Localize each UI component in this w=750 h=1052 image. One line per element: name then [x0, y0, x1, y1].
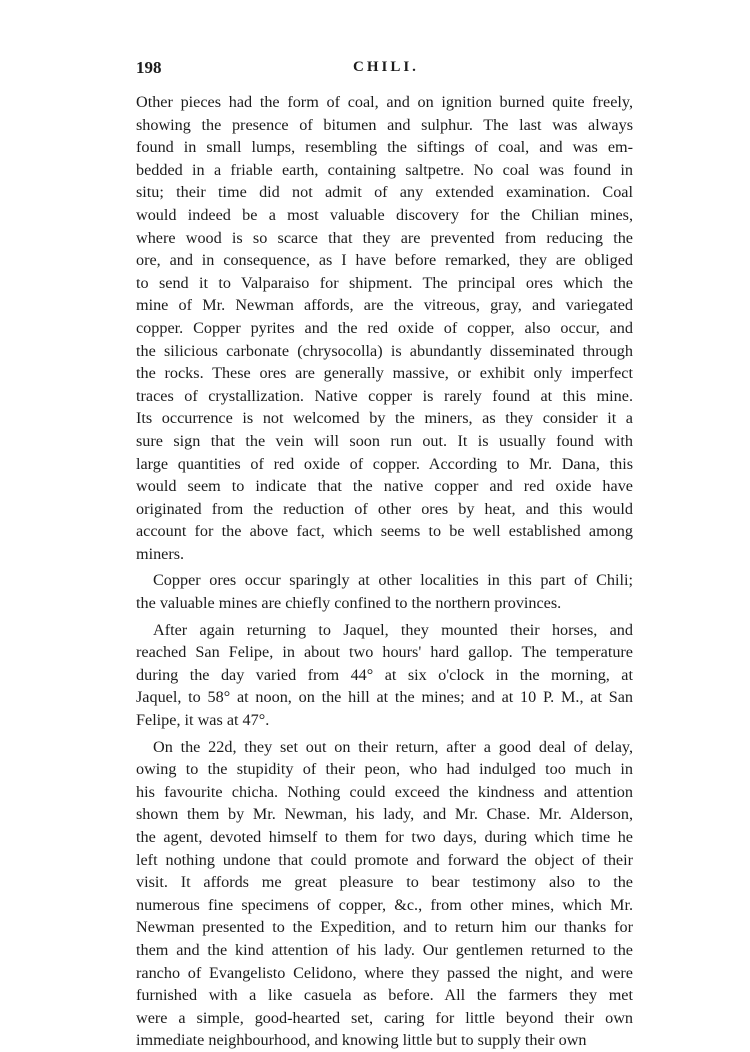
- paragraph: [136, 619, 633, 732]
- text-line: originated from the reduction of other ores by heat, and this would: [136, 499, 633, 518]
- text-line: large quantities of red oxide of copper. According to Mr. Dana, this: [136, 454, 633, 473]
- text-line: to send it to Valparaiso for shipment. The principal ores which the: [136, 273, 633, 292]
- book-page: [136, 58, 633, 1052]
- text-line: would indeed be a most valuable discovery for the Chilian mines,: [136, 205, 633, 224]
- paragraph: [136, 569, 633, 614]
- text-line: immediate neighbourhood, and knowing little but to supply their own: [136, 1031, 587, 1050]
- text-line: On the 22d, they set out on their return, after a good deal of delay,: [153, 737, 633, 756]
- text-line: the silicious carbonate (chrysocolla) is abundantly disseminated through: [136, 341, 633, 360]
- text-line: reached San Felipe, in about two hours' hard gallop. The temperature: [136, 643, 633, 662]
- text-line: the rocks. These ores are generally massive, or exhibit only imperfect: [136, 364, 633, 383]
- running-title: CHILI.: [353, 59, 419, 75]
- text-line: showing the presence of bitumen and sulphur. The last was always: [136, 115, 633, 134]
- text-line: left nothing undone that could promote and forward the object of their: [136, 850, 633, 869]
- running-head: [136, 58, 633, 84]
- text-line: situ; their time did not admit of any extended examination. Coal: [136, 183, 633, 202]
- text-line: mine of Mr. Newman affords, are the vitreous, gray, and variegated: [136, 296, 633, 315]
- text-line: furnished with a like casuela as before. All the farmers they met: [136, 986, 633, 1005]
- text-line: ore, and in consequence, as I have before remarked, they are obliged: [136, 251, 633, 270]
- text-line: Jaquel, to 58° at noon, on the hill at the mines; and at 10 P. M., at San: [136, 688, 633, 707]
- text-line: shown them by Mr. Newman, his lady, and Mr. Chase. Mr. Alderson,: [136, 805, 633, 824]
- body-text: [136, 91, 633, 1052]
- text-line: visit. It affords me great pleasure to bear testimony also to the: [136, 873, 633, 892]
- text-line: copper. Copper pyrites and the red oxide of copper, also occur, and: [136, 318, 633, 337]
- text-line: would seem to indicate that the native copper and red oxide have: [136, 477, 633, 496]
- text-line: account for the above fact, which seems to be well established among: [136, 522, 633, 541]
- text-line: during the day varied from 44° at six o'clock in the morning, at: [136, 665, 633, 684]
- text-line: miners.: [136, 544, 185, 563]
- paragraph: [136, 91, 633, 565]
- text-line: rancho of Evangelisto Celidono, where they passed the night, and were: [136, 963, 633, 982]
- text-line: found in small lumps, resembling the siftings of coal, and was em-: [136, 138, 633, 157]
- text-line: traces of crystallization. Native copper is rarely found at this mine.: [136, 386, 633, 405]
- page-number: 198: [136, 58, 162, 77]
- text-line: numerous fine specimens of copper, &c., from other mines, which Mr.: [136, 895, 633, 914]
- text-line: bedded in a friable earth, containing saltpetre. No coal was found in: [136, 160, 633, 179]
- text-line: After again returning to Jaquel, they mounted their horses, and: [153, 620, 633, 639]
- text-line: owing to the stupidity of their peon, who had indulged too much in: [136, 760, 633, 779]
- text-line: where wood is so scarce that they are prevented from reducing the: [136, 228, 633, 247]
- text-line: Felipe, it was at 47°.: [136, 711, 270, 730]
- text-line: Its occurrence is not welcomed by the miners, as they consider it a: [136, 409, 633, 428]
- text-line: were a simple, good-hearted set, caring for little beyond their own: [136, 1008, 633, 1027]
- text-line: his favourite chicha. Nothing could exceed the kindness and attention: [136, 782, 633, 801]
- text-line: them and the kind attention of his lady. Our gentlemen returned to the: [136, 940, 633, 959]
- paragraph: [136, 736, 633, 1052]
- text-line: Other pieces had the form of coal, and on ignition burned quite freely,: [136, 93, 633, 111]
- text-line: Newman presented to the Expedition, and to return him our thanks for: [136, 918, 633, 937]
- text-line: sure sign that the vein will soon run out. It is usually found with: [136, 431, 633, 450]
- text-line: the valuable mines are chiefly confined to the northern provinces.: [136, 594, 562, 613]
- text-line: Copper ores occur sparingly at other localities in this part of Chili;: [153, 571, 633, 590]
- text-line: the agent, devoted himself to them for two days, during which time he: [136, 828, 633, 846]
